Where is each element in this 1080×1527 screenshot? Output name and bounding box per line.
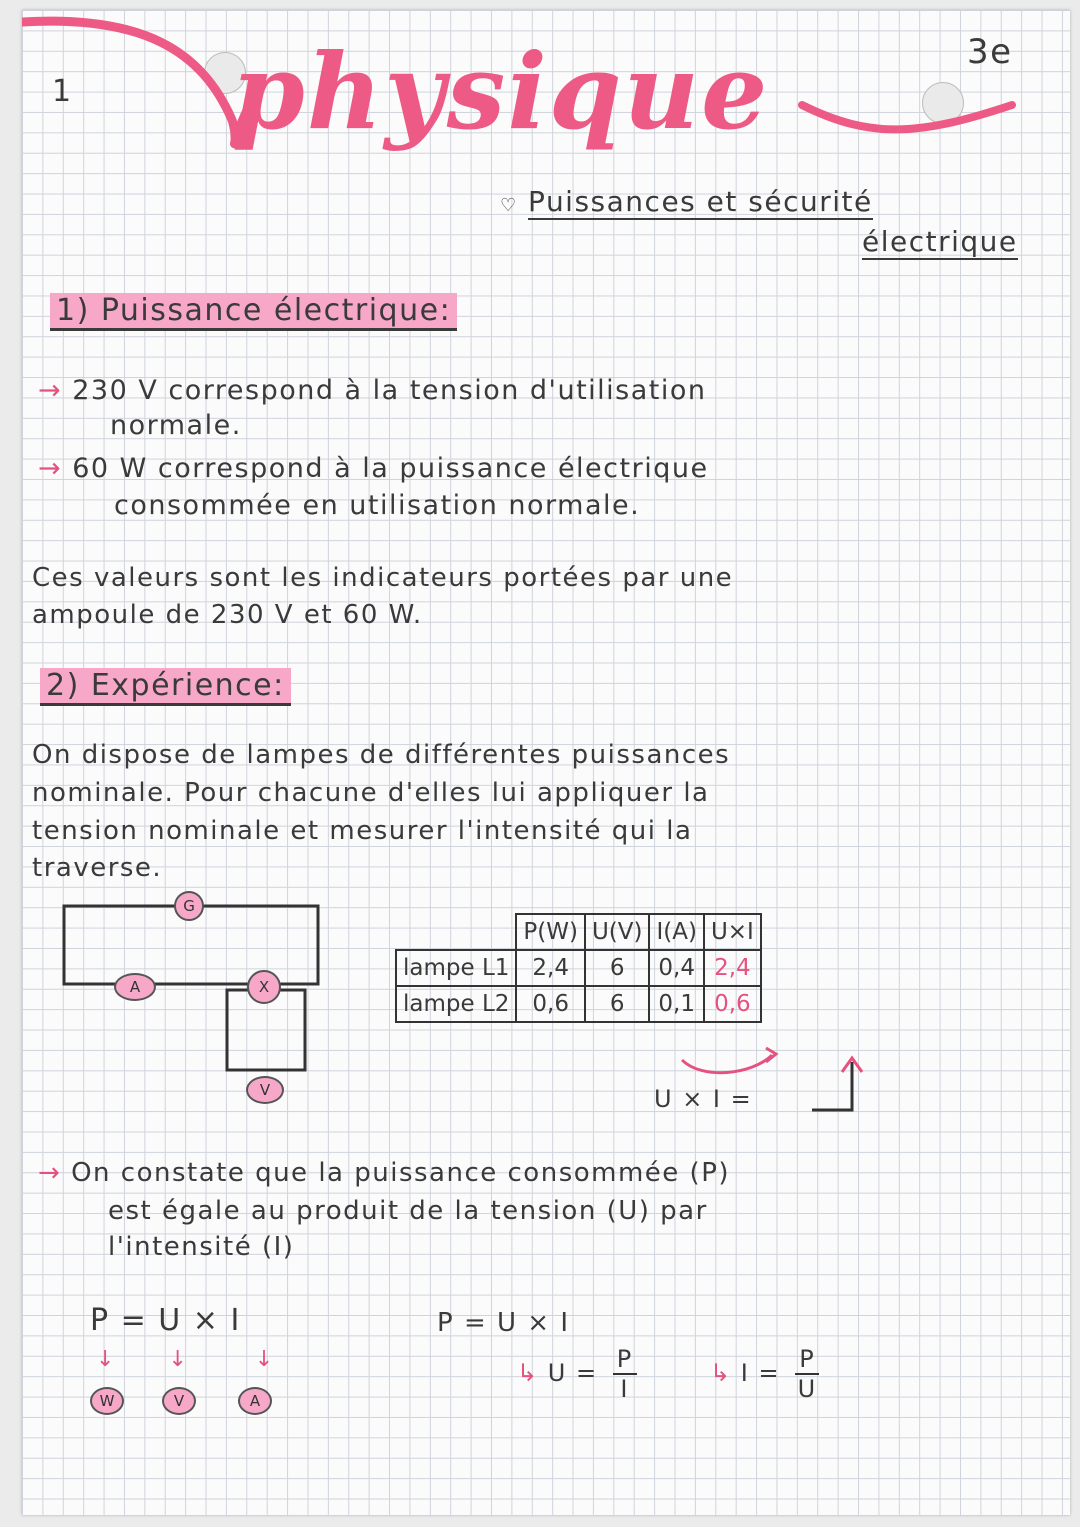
product-note: U × I =	[654, 1085, 753, 1113]
bullet-1-cont: normale.	[110, 410, 242, 441]
table-row	[396, 950, 761, 986]
down-arrow-icon: ↓	[254, 1347, 275, 1372]
unit-volt: V	[162, 1387, 196, 1415]
table-cell: 2,4	[704, 950, 761, 986]
table-header: P(W)	[516, 914, 585, 950]
bullet-2: → 60 W correspond à la puissance électrique	[38, 453, 709, 484]
table-cell: 0,1	[649, 986, 703, 1022]
down-arrow-icon: ↓	[168, 1347, 189, 1372]
table-cell: 0,6	[704, 986, 761, 1022]
turn-arrow-icon: ↳	[517, 1359, 539, 1387]
turn-arrow-icon: ↳	[710, 1359, 732, 1387]
formula-main: P = U × I	[90, 1303, 241, 1338]
section1-heading: 1) Puissance électrique:	[50, 293, 457, 328]
row-label: lampe L1	[396, 950, 516, 986]
fraction-i	[795, 1345, 819, 1403]
experiment-line1: On dispose de lampes de différentes puissances	[32, 740, 731, 770]
generator-symbol: G	[174, 891, 204, 921]
conclusion-line3: l'intensité (I)	[108, 1232, 295, 1262]
table-header: U×I	[704, 914, 761, 950]
numerator: P	[795, 1345, 819, 1375]
table-header-row	[396, 914, 761, 950]
lamp-symbol: X	[247, 970, 281, 1004]
down-arrow-icon: ↓	[96, 1347, 116, 1372]
experiment-line3: tension nominale et mesurer l'intensité qui la	[32, 816, 693, 846]
table-header: U(V)	[585, 914, 650, 950]
unit-ampere: A	[238, 1387, 272, 1415]
class-level: 3e	[967, 32, 1013, 72]
table-header: I(A)	[649, 914, 703, 950]
experiment-line2: nominale. Pour chacune d'elles lui appliquer la	[32, 778, 710, 808]
bullet-1: → 230 V correspond à la tension d'utilisation	[38, 375, 707, 406]
conclusion-line1: → On constate que la puissance consommée (P)	[38, 1158, 731, 1188]
page-number: 1	[52, 74, 73, 109]
table-cell: 0,4	[649, 950, 703, 986]
experiment-line4: traverse.	[32, 853, 163, 883]
voltmeter-symbol: V	[246, 1076, 284, 1104]
bullet-2-cont: consommée en utilisation normale.	[114, 490, 641, 521]
subtitle-line2: électrique	[862, 225, 1018, 258]
formula-second: P = U × I	[437, 1308, 570, 1338]
conclusion-line2: est égale au produit de la tension (U) par	[108, 1196, 708, 1226]
formula-i: ↳ I = $\frac{P}{U}$	[710, 1345, 819, 1403]
table-cell: 6	[585, 950, 650, 986]
fraction-u	[613, 1345, 637, 1403]
unit-arrows	[96, 1347, 275, 1372]
denominator: I	[620, 1375, 629, 1403]
heart-icon: ♡	[500, 195, 518, 216]
notebook-page	[22, 10, 1070, 1515]
table-row	[396, 986, 761, 1022]
numerator: P	[613, 1345, 637, 1375]
table-cell: 2,4	[516, 950, 585, 986]
page-title: physique	[232, 30, 770, 153]
measurement-table	[395, 913, 762, 1023]
circuit-diagram	[52, 890, 372, 1100]
table-cell: 0,6	[516, 986, 585, 1022]
ammeter-symbol: A	[114, 973, 156, 1001]
paragraph-line1: Ces valeurs sont les indicateurs portées par une	[32, 563, 734, 593]
arrow-icon: →	[38, 1158, 62, 1188]
arrow-icon: →	[38, 375, 63, 406]
subtitle-line1: ♡ Puissances et sécurité	[500, 185, 873, 218]
paragraph-line2: ampoule de 230 V et 60 W.	[32, 600, 423, 630]
unit-watt: W	[90, 1387, 124, 1415]
formula-u: ↳ U = $\frac{P}{I}$	[517, 1345, 637, 1403]
arrow-icon: →	[38, 453, 63, 484]
denominator: U	[797, 1375, 817, 1403]
section2-heading: 2) Expérience:	[40, 668, 291, 703]
row-label: lampe L2	[396, 986, 516, 1022]
table-cell: 6	[585, 986, 650, 1022]
